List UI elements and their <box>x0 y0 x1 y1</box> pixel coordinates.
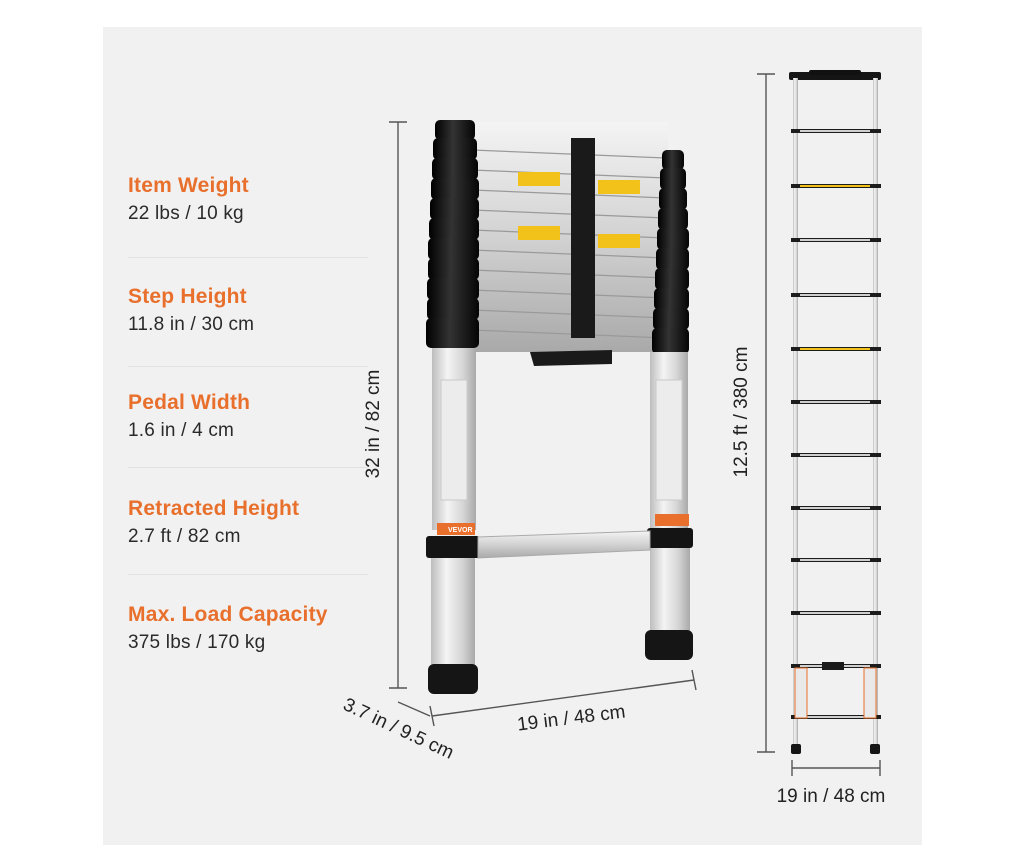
rung-tread <box>800 507 870 509</box>
rung-tread <box>800 185 870 187</box>
foot-cap <box>870 744 880 754</box>
spec-label: Item Weight <box>128 174 249 197</box>
brand-sticker <box>655 514 689 526</box>
retracted-width-label: 19 in / 48 cm <box>516 701 627 736</box>
depth-dimension-line <box>398 702 430 716</box>
carry-strap <box>571 138 595 338</box>
instruction-sticker <box>656 380 682 500</box>
rail-collar <box>647 528 693 548</box>
left-sleeves <box>426 120 479 348</box>
extended-width-dimension-line <box>792 760 880 776</box>
spec-label: Pedal Width <box>128 391 251 414</box>
spec-value: 2.7 ft / 82 cm <box>128 526 241 547</box>
warning-label <box>598 180 640 194</box>
extended-width-label: 19 in / 48 cm <box>776 786 886 807</box>
instruction-sticker <box>795 668 807 718</box>
spec-value: 1.6 in / 4 cm <box>128 420 235 441</box>
instruction-sticker <box>864 668 876 718</box>
rung-tread <box>800 612 870 614</box>
bottom-rung <box>478 531 650 558</box>
spec-value: 22 lbs / 10 kg <box>128 203 244 224</box>
rung-tread <box>800 401 870 403</box>
right-rail-tube-lower <box>650 548 690 636</box>
handle <box>530 350 612 366</box>
spec-value: 11.8 in / 30 cm <box>128 314 255 335</box>
retracted-height-label: 32 in / 82 cm <box>363 369 384 479</box>
foot-cap <box>428 664 478 694</box>
spec-value: 375 lbs / 170 kg <box>128 632 266 653</box>
rail-collar <box>426 536 480 558</box>
depth-label: 3.7 in / 9.5 cm <box>339 694 457 764</box>
rung-tread <box>800 294 870 296</box>
stabilizer-clip <box>822 662 844 670</box>
left-rail <box>793 78 798 753</box>
rung-tread <box>800 130 870 132</box>
extended-height-label: 12.5 ft / 380 cm <box>731 346 752 478</box>
foot-cap <box>645 630 693 660</box>
retracted-ladder <box>426 120 693 694</box>
extended-ladder <box>789 70 881 754</box>
top-handle <box>809 70 861 75</box>
extended-height-dimension-line <box>757 74 775 752</box>
spec-label: Step Height <box>128 285 247 308</box>
rung-tread <box>800 348 870 350</box>
right-rail <box>873 78 878 753</box>
spec-label: Retracted Height <box>128 497 300 520</box>
left-rail-tube-lower <box>431 558 475 668</box>
rung-tread <box>800 716 870 718</box>
rungs <box>791 129 881 719</box>
warning-label <box>518 226 560 240</box>
brand-logo: VEVOR <box>448 527 473 534</box>
instruction-sticker <box>441 380 467 500</box>
warning-label <box>598 234 640 248</box>
foot-cap <box>791 744 801 754</box>
spec-label: Max. Load Capacity <box>128 603 328 626</box>
warning-label <box>518 172 560 186</box>
height-dimension-line <box>389 122 407 688</box>
rung-tread <box>800 239 870 241</box>
rung-tread <box>800 559 870 561</box>
rung-tread <box>800 454 870 456</box>
